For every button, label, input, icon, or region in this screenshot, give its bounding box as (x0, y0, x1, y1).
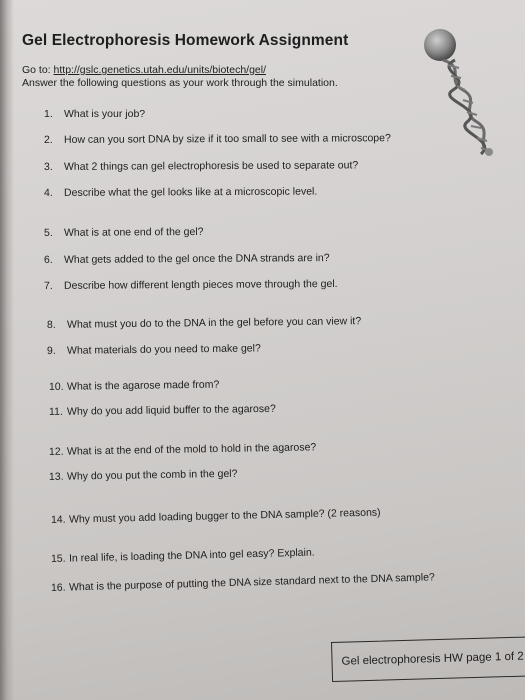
question-text: What is the agarose made from? (66, 378, 220, 393)
goto-line (22, 64, 266, 76)
question-item (44, 159, 358, 173)
question-text: Why do you add liquid buffer to the agarose? (66, 402, 276, 418)
question-item (49, 403, 276, 418)
question-item (51, 547, 315, 565)
question-text: What 2 things can gel electrophoresis be used to separate out? (63, 159, 359, 173)
question-text: What materials do you need to make gel? (66, 342, 261, 357)
question-number: 10. (48, 380, 64, 393)
page-footer: Gel electrophoresis HW page 1 of 2 (331, 636, 525, 682)
question-text: What is at the end of the mold to hold in the agarose? (66, 441, 317, 458)
question-number: 1. (44, 108, 53, 120)
worksheet-title: Gel Electrophoresis Homework Assignment (22, 32, 349, 49)
question-number: 7. (43, 279, 53, 292)
question-text: How can you sort DNA by size if it too small to see with a microscope? (63, 132, 391, 146)
question-number: 3. (43, 160, 53, 173)
question-item (44, 252, 330, 266)
question-item (49, 379, 219, 393)
simulation-link[interactable]: http://gslc.genetics.utah.edu/units/biotech/gel/ (53, 64, 267, 76)
question-text: What is your job? (64, 108, 146, 120)
question-text: Why do you put the comb in the gel? (66, 467, 238, 483)
question-text: What gets added to the gel once the DNA strands are in? (63, 252, 330, 266)
instructions-text: Answer the following questions as your work through the simulation. (22, 77, 338, 89)
question-item (51, 571, 435, 594)
question-number: 13. (48, 470, 64, 483)
question-text: Why must you add loading bugger to the DNA sample? (2 reasons) (68, 506, 381, 526)
question-item (44, 226, 204, 239)
question-text: What must you do to the DNA in the gel before you can view it? (66, 315, 362, 331)
question-number: 5. (43, 226, 53, 239)
question-number: 9. (46, 344, 56, 357)
question-item (51, 507, 381, 526)
question-text: What is at one end of the gel? (63, 225, 204, 239)
page-edge-shadow (0, 0, 14, 700)
question-text: What is the purpose of putting the DNA size standard next to the DNA sample? (68, 571, 435, 594)
question-number: 6. (43, 253, 53, 266)
question-number: 14. (50, 513, 66, 526)
question-number: 15. (50, 552, 66, 565)
question-number: 8. (46, 318, 56, 331)
question-item (49, 441, 316, 458)
question-item (44, 132, 391, 146)
question-number: 16. (50, 581, 66, 594)
question-number: 2. (43, 133, 53, 146)
dna-helix-icon (415, 20, 505, 170)
goto-label: Go to: (22, 64, 51, 76)
question-number: 4. (43, 186, 53, 199)
question-item (49, 468, 238, 483)
question-text: Describe what the gel looks like at a microscopic level. (63, 185, 318, 199)
question-item (44, 108, 145, 120)
question-item (44, 186, 317, 199)
question-item (47, 315, 361, 331)
question-number: 12. (48, 445, 64, 458)
question-text: Describe how different length pieces move through the gel. (63, 277, 338, 292)
question-number: 11. (48, 405, 63, 418)
question-item (44, 278, 338, 292)
question-text: In real life, is loading the DNA into gel easy? Explain. (68, 546, 315, 565)
question-item (47, 342, 261, 357)
